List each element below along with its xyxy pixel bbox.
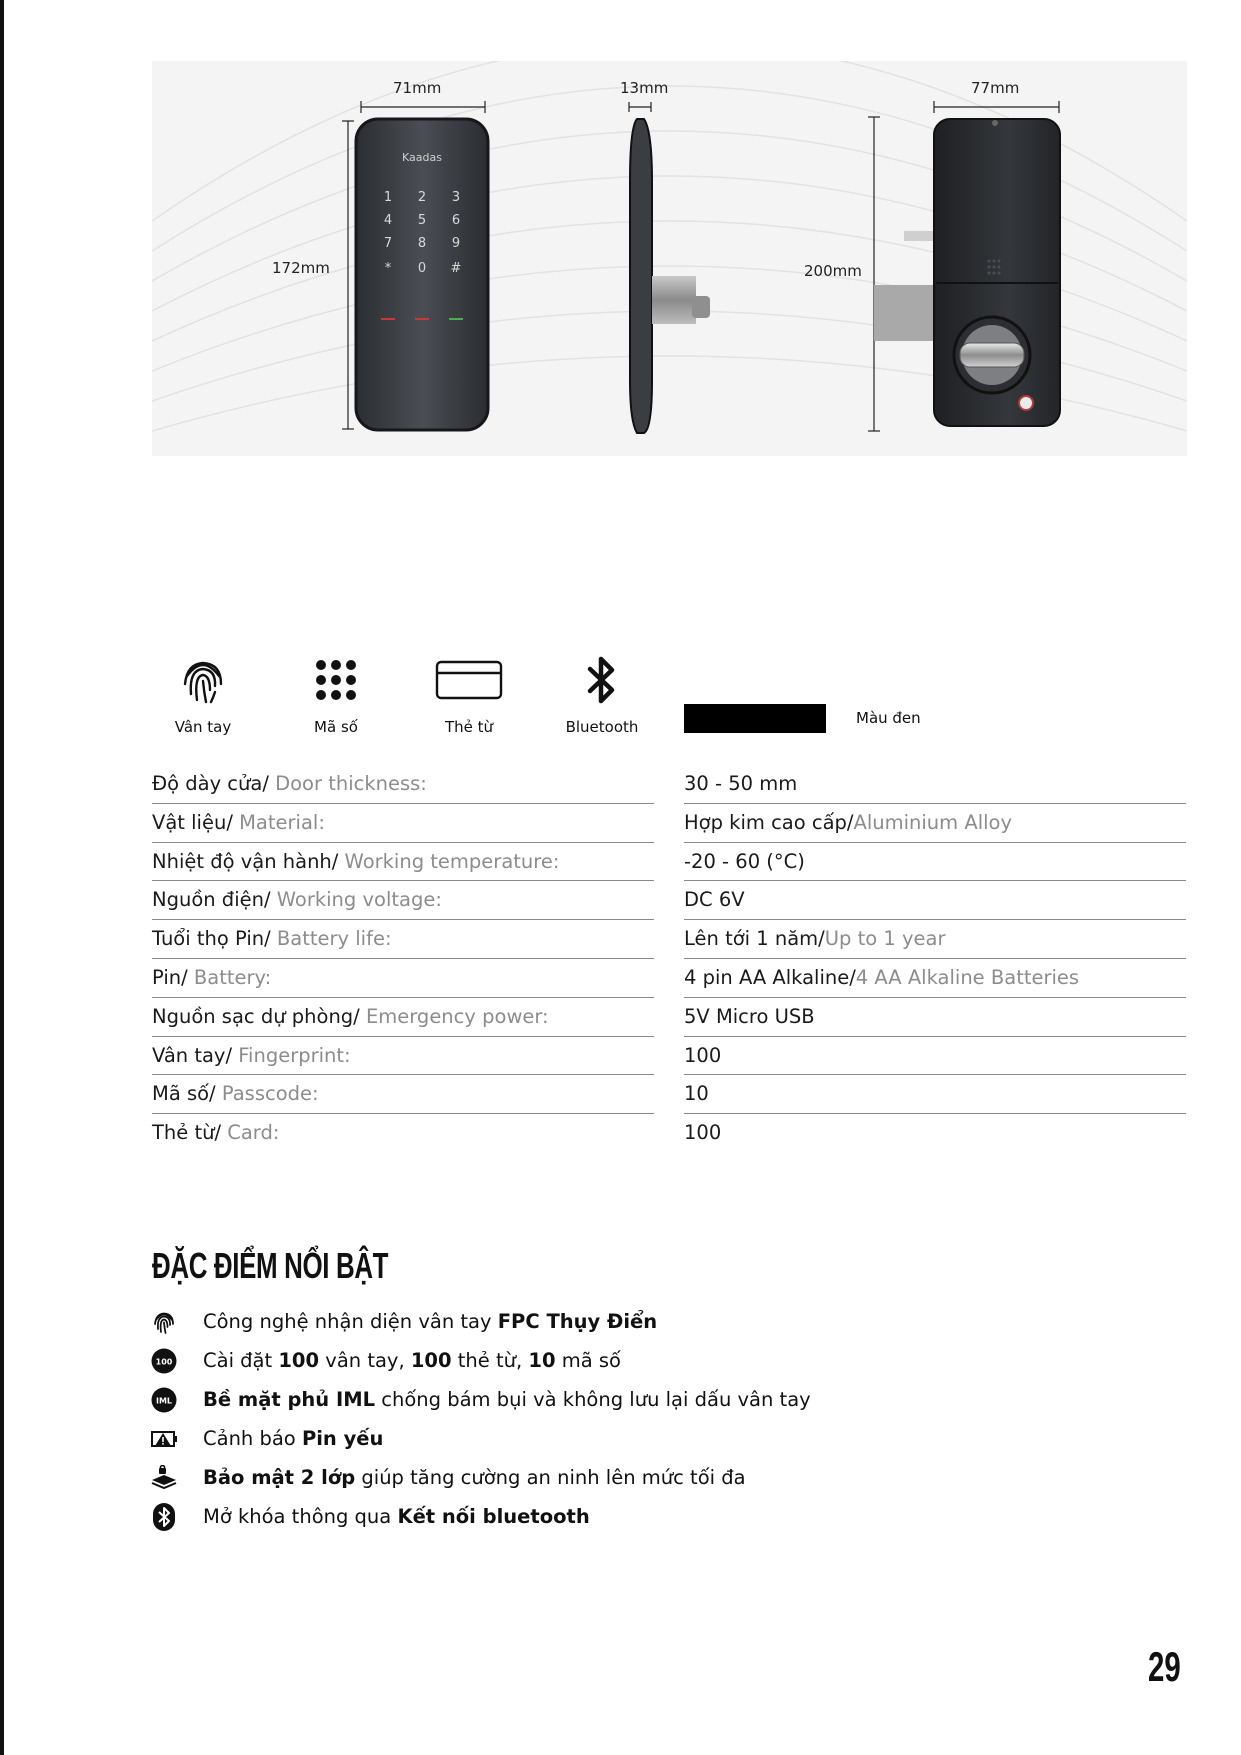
spec-value bbox=[684, 765, 1186, 804]
highlight-text-part: Bề mặt phủ IML bbox=[203, 1388, 376, 1411]
highlight-item bbox=[150, 1497, 590, 1536]
keypad-key: 3 bbox=[451, 190, 461, 205]
spec-value-vi: 100 bbox=[684, 1121, 722, 1145]
feature-fingerprint bbox=[138, 652, 268, 736]
security-layers-icon bbox=[150, 1464, 178, 1492]
spec-key-en: Working temperature: bbox=[338, 849, 560, 873]
badge-iml-icon bbox=[150, 1386, 178, 1414]
page-number: 29 bbox=[1148, 1643, 1181, 1690]
badge-100-icon bbox=[150, 1347, 178, 1375]
keypad-key: 8 bbox=[417, 236, 427, 251]
spec-row bbox=[152, 959, 1186, 998]
highlight-text-part: Cài đặt bbox=[203, 1349, 279, 1372]
highlights-title: ĐẶC ĐIỂM NỔI BẬT bbox=[152, 1245, 389, 1286]
spec-value-en: 4 AA Alkaline Batteries bbox=[855, 965, 1080, 989]
card-icon bbox=[435, 660, 503, 700]
spec-key-en: Passcode: bbox=[215, 1082, 319, 1106]
dim-front-width: 71mm bbox=[393, 79, 442, 97]
latch-plate bbox=[874, 285, 942, 341]
highlight-text-part: Công nghệ nhận diện vân tay bbox=[203, 1310, 498, 1333]
spec-value bbox=[684, 1114, 1186, 1153]
highlight-text-part: Kết nối bluetooth bbox=[397, 1505, 590, 1528]
spec-value-vi: -20 - 60 (°C) bbox=[684, 849, 805, 873]
keypad-key: 9 bbox=[451, 236, 461, 251]
spec-row bbox=[152, 1114, 1186, 1153]
feature-label: Mã số bbox=[314, 718, 358, 736]
spec-key bbox=[152, 998, 654, 1037]
side-panel bbox=[630, 119, 652, 433]
spec-row bbox=[152, 804, 1186, 843]
spec-value-vi: 4 pin AA Alkaline/ bbox=[684, 965, 856, 989]
keypad-key: 1 bbox=[383, 190, 393, 205]
feature-bluetooth bbox=[537, 652, 667, 736]
spec-key-vi: Nguồn điện/ bbox=[152, 888, 271, 912]
spec-key-en: Battery life: bbox=[270, 927, 392, 951]
keypad-key: 6 bbox=[451, 213, 461, 228]
spec-key-en: Working voltage: bbox=[270, 888, 442, 912]
feature-passcode bbox=[271, 652, 401, 736]
spec-table bbox=[152, 765, 1186, 1153]
spec-key bbox=[152, 881, 654, 920]
spec-row bbox=[152, 843, 1186, 882]
spec-key-vi: Mã số/ bbox=[152, 1082, 216, 1106]
spec-key-en: Emergency power: bbox=[359, 1004, 549, 1028]
spec-key bbox=[152, 1075, 654, 1114]
highlight-text-part: thẻ từ, bbox=[451, 1349, 529, 1372]
thumb-turn-knob bbox=[960, 343, 1024, 367]
highlight-text-part: Cảnh báo bbox=[203, 1427, 302, 1450]
highlight-item bbox=[150, 1458, 746, 1497]
spec-row bbox=[152, 1075, 1186, 1114]
highlight-text-part: mã số bbox=[555, 1349, 621, 1372]
bluetooth-icon bbox=[584, 654, 620, 706]
highlight-text-part: vân tay, bbox=[319, 1349, 411, 1372]
spec-key-en: Fingerprint: bbox=[232, 1043, 351, 1067]
highlight-text bbox=[203, 1466, 746, 1489]
feature-label: Thẻ từ bbox=[444, 718, 494, 736]
page-edge-rule bbox=[0, 0, 4, 1755]
highlights-list bbox=[150, 1302, 811, 1536]
highlight-text-part: Mở khóa thông qua bbox=[203, 1505, 398, 1528]
color-label: Màu đen bbox=[856, 709, 921, 727]
spec-value-vi: Lên tới 1 năm/ bbox=[684, 927, 825, 951]
highlight-item bbox=[150, 1380, 811, 1419]
spec-value bbox=[684, 1037, 1186, 1076]
fingerprint-icon bbox=[177, 654, 229, 706]
feature-card bbox=[404, 652, 534, 736]
product-dimension-figure bbox=[152, 61, 1187, 456]
dim-back-height: 200mm bbox=[804, 262, 862, 280]
keypad-key: 5 bbox=[417, 213, 427, 228]
spec-key bbox=[152, 959, 654, 998]
led-red-1 bbox=[381, 318, 395, 320]
spec-key-en: Battery: bbox=[187, 965, 272, 989]
svg-text:IML: IML bbox=[155, 1396, 173, 1405]
spindle-tip bbox=[692, 296, 710, 318]
highlight-text bbox=[203, 1427, 383, 1450]
spec-row bbox=[152, 765, 1186, 804]
spindle bbox=[652, 276, 696, 324]
spec-key-vi: Pin/ bbox=[152, 965, 188, 989]
spec-value bbox=[684, 920, 1186, 959]
spec-row bbox=[152, 881, 1186, 920]
highlight-text bbox=[203, 1388, 811, 1411]
highlight-item bbox=[150, 1419, 384, 1458]
spec-value bbox=[684, 1075, 1186, 1114]
release-button bbox=[1019, 396, 1033, 410]
spec-value-en: Up to 1 year bbox=[824, 927, 946, 951]
bluetooth-icon bbox=[150, 1503, 178, 1531]
keypad-dots-icon bbox=[313, 657, 359, 703]
highlight-text-part: 100 bbox=[410, 1349, 452, 1372]
spec-key-vi: Vật liệu/ bbox=[152, 810, 233, 834]
spec-key bbox=[152, 1114, 654, 1153]
spec-value-vi: 30 - 50 mm bbox=[684, 772, 798, 795]
highlight-text-part: 10 bbox=[528, 1349, 556, 1372]
spec-value bbox=[684, 959, 1186, 998]
keypad-key: * bbox=[384, 261, 392, 276]
highlight-text-part: 100 bbox=[278, 1349, 320, 1372]
led-green bbox=[449, 318, 463, 320]
spec-key-vi: Vân tay/ bbox=[152, 1043, 233, 1067]
svg-text:100: 100 bbox=[155, 1357, 173, 1366]
spec-row bbox=[152, 920, 1186, 959]
speaker-grill bbox=[988, 260, 1001, 275]
spec-key-vi: Tuổi thọ Pin/ bbox=[152, 927, 271, 951]
feature-label: Bluetooth bbox=[565, 718, 639, 736]
low-battery-warning-icon bbox=[150, 1425, 178, 1453]
spec-key bbox=[152, 804, 654, 843]
highlight-item bbox=[150, 1341, 621, 1380]
highlight-text-part: giúp tăng cường an ninh lên mức tối đa bbox=[355, 1466, 746, 1489]
spec-key bbox=[152, 765, 654, 804]
highlight-text-part: Pin yếu bbox=[301, 1427, 384, 1450]
dim-side-depth: 13mm bbox=[620, 79, 669, 97]
fingerprint-icon bbox=[150, 1308, 178, 1336]
keypad-key: 2 bbox=[417, 190, 427, 205]
led-red-2 bbox=[415, 318, 429, 320]
spec-value bbox=[684, 804, 1186, 843]
keypad-key: 0 bbox=[417, 261, 427, 276]
keypad-key: 7 bbox=[383, 236, 393, 251]
spec-value bbox=[684, 998, 1186, 1037]
spec-key bbox=[152, 843, 654, 882]
highlight-text-part: FPC Thụy Điển bbox=[497, 1310, 658, 1333]
highlight-text-part: chống bám bụi và không lưu lại dấu vân tay bbox=[375, 1388, 811, 1411]
keypad-key: 4 bbox=[383, 213, 393, 228]
spec-key-vi: Thẻ từ/ bbox=[152, 1121, 222, 1145]
spec-key-vi: Nguồn sạc dự phòng/ bbox=[152, 1004, 360, 1028]
spec-value bbox=[684, 843, 1186, 882]
spec-key-en: Material: bbox=[232, 810, 325, 834]
keypad-key: # bbox=[450, 261, 462, 276]
highlight-text bbox=[203, 1349, 621, 1372]
spec-value-vi: Hợp kim cao cấp/ bbox=[684, 810, 854, 834]
highlight-text bbox=[203, 1310, 657, 1333]
dim-front-height: 172mm bbox=[272, 259, 330, 277]
highlight-text-part: Bảo mật 2 lớp bbox=[203, 1466, 356, 1489]
spec-key-vi: Độ dày cửa/ bbox=[152, 772, 269, 795]
brand-logo: Kaadas bbox=[402, 151, 442, 164]
spec-value bbox=[684, 881, 1186, 920]
spec-key bbox=[152, 1037, 654, 1076]
highlight-text bbox=[203, 1505, 590, 1528]
color-swatch-black bbox=[684, 704, 826, 733]
spec-value-vi: 100 bbox=[684, 1043, 722, 1067]
spec-value-vi: DC 6V bbox=[684, 888, 745, 912]
spec-row bbox=[152, 1037, 1186, 1076]
spec-key-vi: Nhiệt độ vận hành/ bbox=[152, 849, 339, 873]
spec-value-vi: 5V Micro USB bbox=[684, 1004, 815, 1028]
feature-label: Vân tay bbox=[174, 718, 232, 736]
spec-key-en: Card: bbox=[221, 1121, 280, 1145]
spec-key bbox=[152, 920, 654, 959]
spec-value-en: Aluminium Alloy bbox=[853, 810, 1013, 834]
spec-value-vi: 10 bbox=[684, 1082, 709, 1106]
spec-row bbox=[152, 998, 1186, 1037]
dim-back-width: 77mm bbox=[971, 79, 1020, 97]
spec-key-en: Door thickness: bbox=[268, 772, 427, 795]
highlight-item bbox=[150, 1302, 658, 1341]
